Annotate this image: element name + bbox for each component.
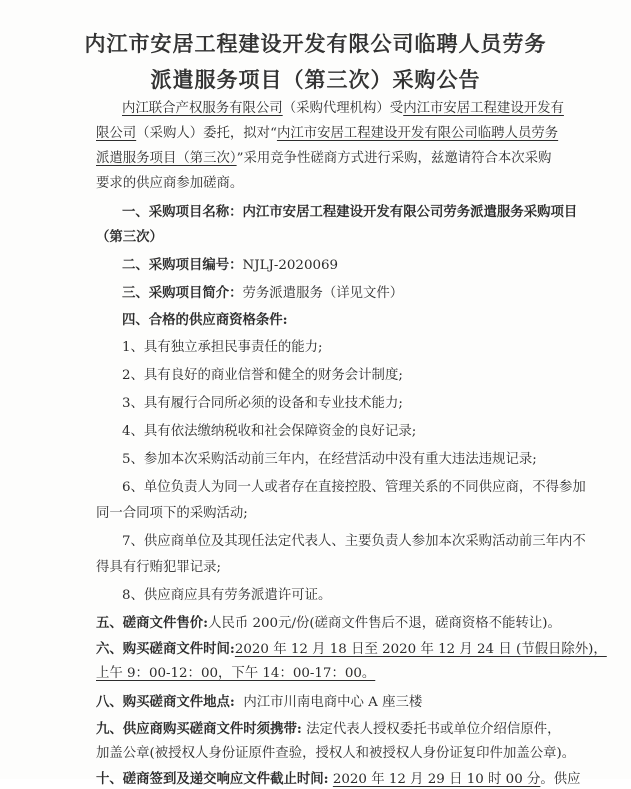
qualification-item: 2、具有良好的商业信誉和健全的财务会计制度; (122, 368, 403, 383)
section-9-label: 九、供应商购买磋商文件时须携带: (96, 721, 302, 737)
section-9-value: 法定代表人授权委托书或单位介绍信原件， (306, 722, 561, 737)
qualification-item: 8、供应商应具有劳务派遣许可证。 (122, 588, 332, 603)
qualification-item: 7、供应商单位及其现任法定代表人、主要负责人参加本次采购活动前三年内不 (122, 534, 586, 549)
qualification-item: 3、具有履行合同所必须的设备和专业技术能力; (122, 396, 403, 411)
section-4-label: 四、合格的供应商资格条件: (122, 312, 288, 328)
intro-text: （采购代理机构）受 (282, 101, 404, 116)
section-5-value: 人民币 200元/份(磋商文件售后不退，磋商资格不能转让)。 (208, 616, 561, 631)
section-5 (96, 614, 561, 633)
qualification-item-cont: 得具有行贿犯罪记录; (96, 560, 222, 575)
intro-line-4: 要求的供应商参加磋商。 (96, 176, 244, 191)
qualification-item: 5、参加本次采购活动前三年内，在经营活动中没有重大违法违规记录; (122, 452, 537, 467)
agency-name: 内江联合产权服务有限公司 (122, 101, 283, 116)
section-3 (122, 284, 403, 303)
section-9 (96, 720, 561, 739)
document-title-line-1: 内江市安居工程建设开发有限公司临聘人员劳务 (84, 31, 547, 56)
section-1-value: 内江市安居工程建设开发有限公司劳务派遣服务采购项目 (242, 204, 578, 220)
section-1 (122, 203, 577, 222)
section-8-label: 八、购买磋商文件地点: (96, 694, 235, 710)
section-2-label: 二、采购项目编号： (122, 257, 243, 273)
intro-line-2 (96, 125, 558, 143)
section-3-label: 三、采购项目简介： (122, 285, 243, 301)
buyer-name-cont: 限公司 (96, 126, 137, 141)
intro-text: （采购人）委托，拟对“ (136, 126, 277, 141)
project-name-cont: 派遣服务项目（第三次） (96, 151, 237, 166)
section-6-value: 2020 年 12 月 18 日至 2020 年 12 月 24 日 (节假日除外)， (234, 642, 607, 657)
section-6-cont: 上午 9：00-12：00，下午 14：00-17：00。 (96, 666, 376, 681)
section-6 (96, 640, 607, 659)
section-2 (122, 256, 338, 275)
project-name: 内江市安居工程建设开发有限公司临聘人员劳务 (276, 126, 559, 141)
section-8 (96, 693, 422, 712)
intro-text: ”采用竞争性磋商方式进行采购，兹邀请符合本次采购 (236, 151, 552, 166)
section-1-cont: （第三次） (96, 229, 163, 245)
section-10-value: 2020 年 12 月 29 日 10 时 00 分 (332, 772, 541, 787)
intro-line-3 (96, 150, 551, 168)
section-5-label: 五、磋商文件售价: (96, 615, 209, 631)
qualification-item: 4、具有依法缴纳税收和社会保障资金的良好记录; (122, 424, 417, 439)
section-8-value: 内江市川南电商中心 A 座三楼 (243, 695, 423, 710)
section-6-label: 六、购买磋商文件时间: (96, 641, 235, 657)
qualification-item: 1、具有独立承担民事责任的能力; (122, 340, 323, 355)
section-10-label: 十、磋商签到及递交响应文件截止时间: (96, 771, 329, 787)
section-2-value: NJLJ-2020069 (242, 258, 339, 273)
section-9-cont: 加盖公章(被授权人身份证原件查验，授权人和被授权人身份证复印件加盖公章)。 (96, 746, 576, 761)
qualification-item-cont: 同一合同项下的采购活动; (96, 506, 248, 521)
document-title-line-2: 派遣服务项目（第三次）采购公告 (150, 67, 481, 92)
section-10: 十、磋商签到及递交响应文件截止时间: 2020 年 12 月 29 日 10 时 00 分。供应 (96, 771, 581, 787)
section-3-value: 劳务派遣服务（详见文件） (242, 286, 404, 301)
intro-line-1 (122, 100, 564, 118)
section-1-label: 一、采购项目名称： (122, 204, 243, 220)
qualification-item: 6、单位负责人为同一人或者存在直接控股、管理关系的不同供应商，不得参加 (122, 480, 586, 495)
buyer-name: 内江市安居工程建设开发有 (403, 101, 564, 116)
